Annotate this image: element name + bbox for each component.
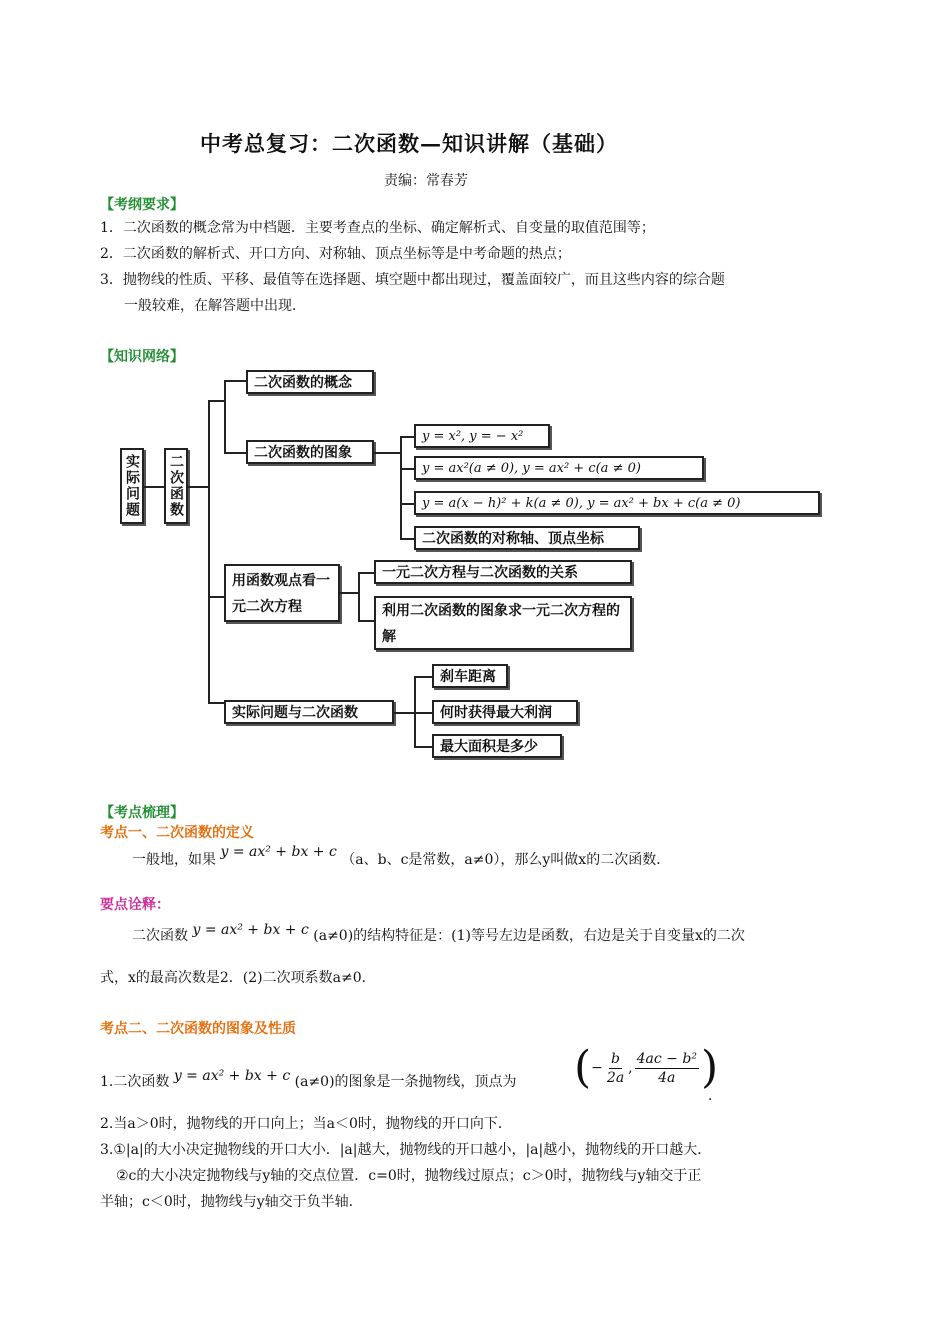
diagram-concept: 二次函数的概念 — [246, 370, 374, 394]
diagram-root-quadratic: 二次函数 — [164, 448, 188, 524]
point1-heading: 考点一、二次函数的定义 — [100, 825, 254, 841]
diagram-equation-solve: 利用二次函数的图象求一元二次方程的解 — [374, 596, 632, 650]
note-line2: 式，x的最高次数是2．(2)二次项系数a≠0． — [100, 970, 376, 986]
diagram-graph: 二次函数的图象 — [246, 440, 374, 464]
note-text — [132, 922, 745, 946]
paren-left: ( — [574, 1042, 592, 1093]
page-title: 中考总复习：二次函数—知识讲解（基础） — [200, 131, 618, 156]
vertex-x-fraction: $\frac{b}{2a}$ — [606, 1050, 625, 1086]
point2-l1-end: ． — [708, 1088, 722, 1104]
section-network: 【知识网络】 — [100, 349, 184, 365]
connector — [224, 380, 226, 452]
connector — [358, 572, 374, 574]
outline-item-3: 3．抛物线的性质、平移、最值等在选择题、填空题中都出现过，覆盖面较广，而且这些内容的综合题 — [100, 272, 725, 288]
connector — [400, 436, 414, 438]
point2-l1-suffix: (a≠0)的图象是一条抛物线，顶点为 — [294, 1074, 517, 1090]
connector — [374, 452, 400, 454]
point2-line1 — [100, 1068, 517, 1092]
diagram-formula-vertex: y = ax²(a ≠ 0), y = ax² + c(a ≠ 0) — [414, 456, 704, 480]
connector — [414, 676, 432, 678]
note-formula: y = ax² + bx + c — [192, 922, 309, 938]
vertex-formula — [574, 1040, 718, 1096]
point1-text — [132, 844, 671, 870]
connector — [224, 452, 246, 454]
note-suffix: (a≠0)的结构特征是：(1)等号左边是函数，右边是关于自变量x的二次 — [313, 928, 745, 944]
diagram-formula-general: y = a(x − h)² + k(a ≠ 0), y = ax² + bx + c(a ≠ 0) — [414, 491, 820, 515]
note-prefix: 二次函数 — [132, 928, 188, 944]
section-outline: 【考纲要求】 — [100, 197, 184, 213]
diagram-braking: 刹车距离 — [432, 664, 508, 688]
minus-sign: − — [591, 1060, 603, 1076]
connector — [144, 486, 164, 488]
connector — [394, 712, 414, 714]
outline-item-3-cont: 一般较难，在解答题中出现． — [124, 298, 306, 314]
connector — [414, 676, 416, 746]
connector — [414, 746, 432, 748]
point2-line5: 半轴；c＜0时，抛物线与y轴交于负半轴． — [100, 1194, 363, 1210]
section-points: 【考点梳理】 — [100, 805, 184, 821]
point1-formula: y = ax² + bx + c — [220, 844, 337, 860]
connector — [208, 702, 224, 704]
connector — [400, 436, 402, 538]
knowledge-network-diagram — [112, 360, 832, 760]
point2-line2: 2.当a＞0时，抛物线的开口向上；当a＜0时，抛物线的开口向下． — [100, 1116, 512, 1132]
connector — [414, 712, 432, 714]
point1-suffix: （a、b、c是常数，a≠0），那么y叫做x的二次函数． — [341, 852, 671, 868]
connector — [358, 572, 360, 620]
connector — [224, 380, 246, 382]
point2-l1-prefix: 1.二次函数 — [100, 1074, 170, 1090]
connector — [358, 620, 374, 622]
note-heading: 要点诠释： — [100, 897, 170, 913]
editor-line: 责编：常春芳 — [384, 173, 468, 189]
outline-item-1: 1．二次函数的概念常为中档题．主要考查点的坐标、确定解析式、自变量的取值范围等； — [100, 220, 655, 236]
diagram-practical: 实际问题与二次函数 — [224, 700, 394, 724]
comma: , — [628, 1060, 633, 1076]
point2-l1-formula: y = ax² + bx + c — [173, 1068, 291, 1084]
vertex-y-fraction: $\frac{\text{4ac − b²}}{4a}$ — [636, 1050, 697, 1086]
point2-line4: ②c的大小决定抛物线与y轴的交点位置．c=0时，抛物线过原点；c＞0时，抛物线与y轴交于正 — [116, 1168, 702, 1184]
connector — [400, 538, 414, 540]
connector — [208, 400, 224, 402]
connector — [400, 468, 414, 470]
connector — [340, 592, 358, 594]
connector — [208, 596, 224, 598]
diagram-root-actual: 实际问题 — [120, 448, 144, 524]
diagram-max-area: 最大面积是多少 — [432, 734, 562, 758]
diagram-formula-basic: y = x², y = − x² — [414, 424, 550, 448]
paren-right: ) — [700, 1042, 719, 1093]
diagram-equation-relation: 一元二次方程与二次函数的关系 — [374, 560, 632, 584]
diagram-equation-view: 用函数观点看一元二次方程 — [224, 564, 340, 622]
connector — [188, 486, 208, 488]
diagram-axis-vertex: 二次函数的对称轴、顶点坐标 — [414, 526, 640, 550]
point2-line3: 3.①|a|的大小决定抛物线的开口大小．|a|越大，抛物线的开口越小，|a|越小，抛物线的开口越大． — [100, 1142, 712, 1158]
connector — [400, 503, 414, 505]
point1-prefix: 一般地，如果 — [132, 852, 216, 868]
connector — [208, 400, 210, 702]
diagram-max-profit: 何时获得最大利润 — [432, 700, 578, 724]
outline-item-2: 2．二次函数的解析式、开口方向、对称轴、顶点坐标等是中考命题的热点； — [100, 246, 571, 262]
point2-heading: 考点二、二次函数的图象及性质 — [100, 1021, 296, 1037]
